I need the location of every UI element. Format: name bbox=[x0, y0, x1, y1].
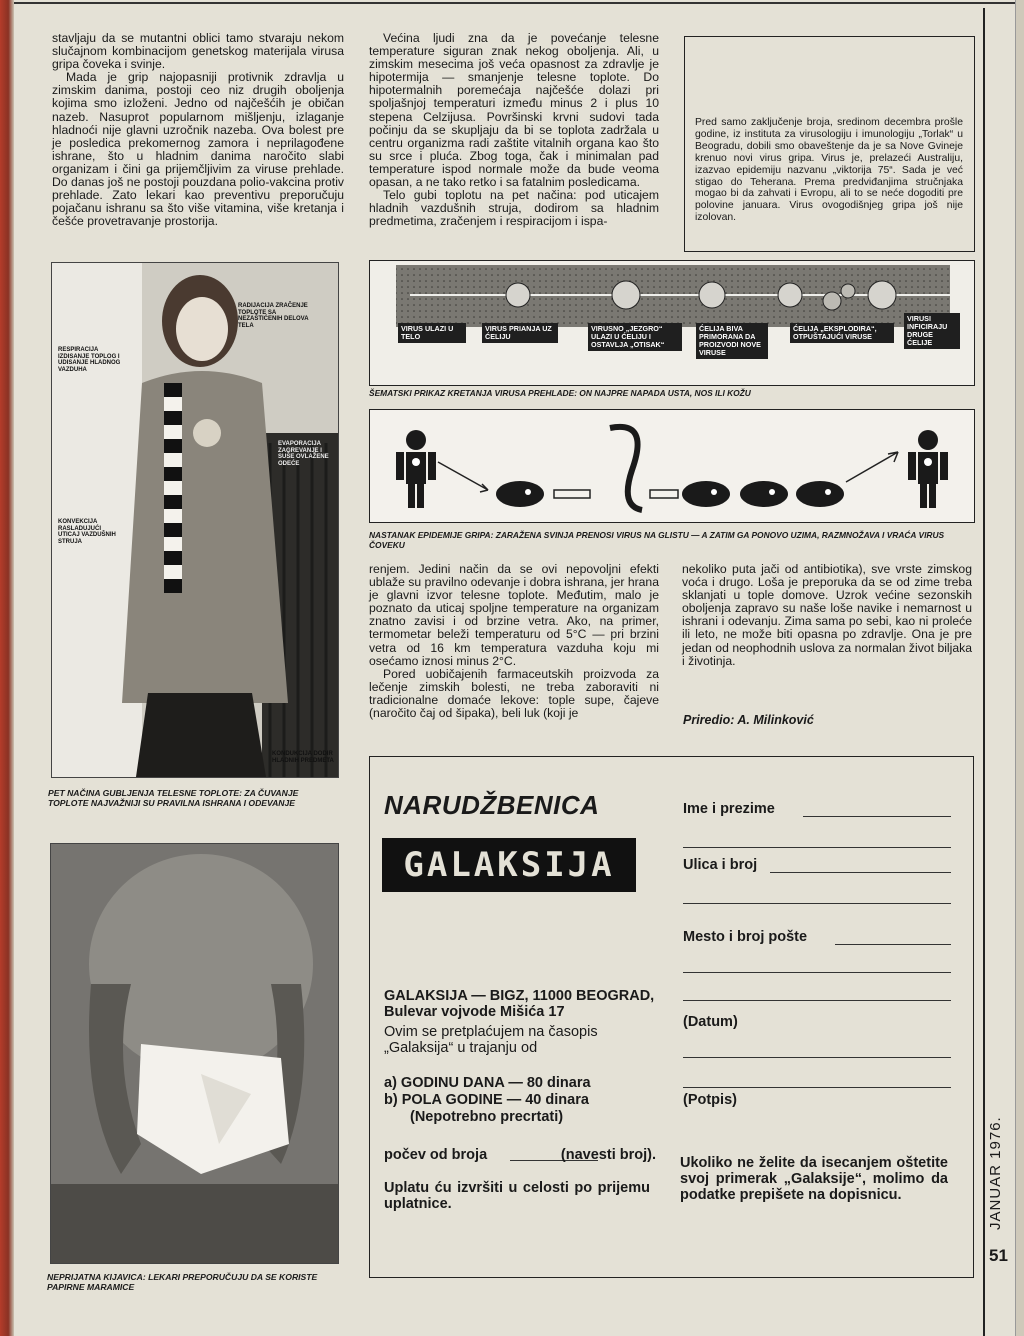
publisher-address: GALAKSIJA — BIGZ, 11000 BEOGRAD, Bulevar vojvode Mišića 17 bbox=[384, 988, 655, 1020]
epidemic-caption: NASTANAK EPIDEMIJE GRIPA: ZARAŽENA SVINJA PRENOSI VIRUS NA GLISTU — A ZATIM GA PONOVO UZIMA, RAZMNOŽAVA I VRAĆA VIRUS ČOVEKU bbox=[369, 530, 945, 550]
sneeze-caption: NEPRIJATNA KIJAVICA: LEKARI PREPORUČUJU DA SE KORISTE PAPIRNE MARAMICE bbox=[47, 1272, 318, 1292]
street-field-line-2[interactable] bbox=[683, 903, 951, 904]
name-field-line[interactable] bbox=[803, 816, 951, 817]
convection-label: KONVEKCIJA RASLADUJUĆI UTICAJ VAZDUŠNIH STRUJA bbox=[58, 519, 116, 545]
article-column-2 bbox=[369, 32, 659, 228]
news-box bbox=[684, 36, 975, 252]
copy-notice: Ukoliko ne želite da isecanjem oštetite svoj primerak „Galaksije“, molimo da podatke prepišete na dopisnicu. bbox=[680, 1155, 948, 1203]
strike-note: (Nepotrebno precrtati) bbox=[410, 1109, 564, 1125]
article-lower-right bbox=[682, 563, 972, 668]
issue-date: JANUAR 1976. bbox=[987, 1116, 1004, 1230]
place-field-line-2[interactable] bbox=[683, 972, 951, 973]
from-issue-label: počev od broja bbox=[384, 1147, 488, 1163]
name-field-line-2[interactable] bbox=[683, 847, 951, 848]
step-virus-attaches: VIRUS PRIANJA UZ ĆELIJU bbox=[482, 323, 558, 343]
paragraph: nekoliko puta jači od antibiotika), sve vrste zimskog voća i drugo. Loša je preporuka da se od zime treba sklanjati u tople domove. Uzrok većine sezonskih oboljenja zapravo su naše loše navike i nemarnost u ishrani i odevanju. Zima sama po sebi, kao ni proleće ili leto, ne može biti opasna po zdravlje. Ona je pre jedan od neophodnih uslova za normalan život bilјaka i životinja. bbox=[682, 562, 972, 668]
signature-label: (Potpis) bbox=[683, 1092, 737, 1108]
step-core-enters: VIRUSNO „JEZGRO“ ULAZI U ĆELIJU I OSTAVLJA „OTISAK“ bbox=[588, 323, 682, 351]
place-label: Mesto i broj pošte bbox=[683, 929, 808, 945]
virus-path-diagram bbox=[369, 260, 975, 386]
paragraph: renjem. Jedini način da se ovi nepovoljni efekti ublaže su pravilno odevanje i dobra ishrana, jer hrana je glavni izvor telesne toplote. Međutim, malo je poznato da uticaj spoljne temperature na organizam znatno zavisi i od brzine vetra. Ako, na primer, termometar beleži temperaturu od 5°C — pri brzini vetra od 16 km temperatura vazduha koju mi osećamo iznosi minus 2°C. bbox=[369, 562, 659, 668]
heat-loss-caption: PET NAČINA GUBLJENJA TELESNE TOPLOTE: ZA ČUVANJE TOPLOTE NAJVAŽNIJI SU PRAVILNA ISHRANA I ODEVANJE bbox=[48, 788, 299, 808]
heat-loss-photo bbox=[51, 262, 339, 778]
date-field-line[interactable] bbox=[683, 1057, 951, 1058]
evaporation-label: EVAPORACIJA ZAGREVANJE I SUŠE OVLAŽENE ODEĆE bbox=[278, 441, 329, 467]
paragraph: Većina ljudi zna da je povećanje telesne temperature siguran znak nekog oboljenja. Ali, u zimskim mesecima još veća opasnost za zdravlje je hipotermija — smanjenje telesne toplote. Do hipotermalnih poremećaja najčešće dolazi pri spoljašnjoj temperaturi između minus 2 i plus 10 stepena Celzijusa. Površinski krvni sudovi tada počinju da se skupljaju da bi se toplota zadržala u centru organizma radi zaštite vitalnih organa kao što su srce i pluća. Zbog toga, čak i minimalan pad temperature ispod normale može da bude veoma opasan, a ne tako retko i sa fatalnim posledicama. bbox=[369, 31, 659, 190]
from-issue-hint: (navesti broj). bbox=[560, 1147, 656, 1163]
page-number: 51 bbox=[989, 1246, 1008, 1265]
step-cell-produces: ĆELIJA BIVA PRIMORANA DA PROIZVODI NOVE VIRUSE bbox=[696, 323, 768, 359]
option-half-year[interactable]: b) POLA GODINE — 40 dinara bbox=[384, 1092, 589, 1108]
paragraph: Pored uobičajenih farmaceutskih proizvoda za lečenje zimskih bolesti, ne treba zaboraviti ni tradicionalne domaće lekove: tople supe, čajeve (naročito čaj od šipaka), beli luk (koji je bbox=[369, 666, 659, 721]
paragraph: Mada je grip najopasniji protivnik zdravlja u zimskim danima, postoji ceo niz drugih oboljenja kojima smo izloženi. Jedno od najčešćih je običan nazeb. Nasuprot popularnom mišljenju, izlaganje hladnoći nije glavni uzročnik nazeba. Ova bolest pre je posledica prekomernog zamora i neprilagođene ishrane, što u hladnim danima naročito slabi organizam i čini ga prijemčljivim za viruse prehlade. Do danas još ne postoji pouzdana polio-vakcina protiv prehlade. Zato lekari kao preventivu preporučuju pojačanu ishranu sa što više vitamina, više kretanja i češće provetravanje prostorija. bbox=[52, 70, 344, 229]
galaksija-logo: GALAKSIJA bbox=[382, 838, 636, 892]
order-form-title: NARUDŽBENICA bbox=[384, 790, 600, 820]
sneezing-child-photo bbox=[50, 843, 339, 1264]
conduction-label: KONDUKCIJA DODIR HLADNIH PREDMETA bbox=[272, 751, 334, 764]
place-field-line-3[interactable] bbox=[683, 1000, 951, 1001]
epidemic-cycle-illustration bbox=[370, 410, 974, 522]
byline: Priredio: A. Milinković bbox=[683, 713, 814, 727]
paragraph: Telo gubi toplotu na pet načina: pod uticajem hladnih vazdušnih struja, dodirom sa hladnim predmetima, zračenjem i respiracijom i ispa- bbox=[369, 188, 659, 229]
subscribe-text: Ovim se pretplaćujem na časopis „Galaksija“ u trajanju od bbox=[384, 1024, 598, 1056]
radiation-label: RADIJACIJA ZRAČENJE TOPLOTE SA NEZAŠTIĆENIH DELOVA TELA bbox=[238, 303, 309, 329]
step-cell-explodes: ĆELIJA „EKSPLODIRA“, OTPUŠTAJUĆI VIRUSE bbox=[790, 323, 894, 343]
virus-path-caption: ŠEMATSKI PRIKAZ KRETANJA VIRUSA PREHLADE: ON NAJPRE NAPADA USTA, NOS ILI KOŽU bbox=[369, 388, 751, 398]
child-figure bbox=[51, 844, 338, 1263]
street-field-line[interactable] bbox=[770, 872, 951, 873]
date-field-line-2[interactable] bbox=[683, 1087, 951, 1088]
street-label: Ulica i broj bbox=[683, 857, 758, 873]
payment-text: Uplatu ću izvršiti u celosti po prijemu uplatnice. bbox=[384, 1180, 650, 1212]
option-year[interactable]: a) GODINU DANA — 80 dinara bbox=[384, 1075, 591, 1091]
date-label: (Datum) bbox=[683, 1014, 738, 1030]
place-field-line[interactable] bbox=[835, 944, 951, 945]
article-lower-middle bbox=[369, 563, 659, 720]
respiration-label: RESPIRACIJA IZDISANJE TOPLOG I UDISANJE HLADNOG VAZDUHA bbox=[58, 347, 121, 373]
paragraph: stavljaju da se mutantni oblici tamo stvaraju nekom slučajnom kombinacijom genetskog materijala virusa gripa čoveka i svinje. bbox=[52, 31, 344, 72]
top-rule bbox=[14, 2, 1024, 4]
right-column-rule bbox=[983, 8, 985, 1336]
article-column-1 bbox=[52, 32, 344, 228]
step-virus-enters: VIRUS ULAZI U TELO bbox=[398, 323, 466, 343]
epidemic-cycle-diagram bbox=[369, 409, 975, 523]
step-infect-others: VIRUSI INFICIRAJU DRUGE ĆELIJE bbox=[904, 313, 960, 349]
news-box-text: Pred samo zaključenje broja, sredinom decembra prošle godine, iz instituta za virusologiju i imunologiju „Torlak“ u Beogradu, dobili smo obaveštenje da je sa Nove Gvineje krenuo novi virus gripa. Virus je, prelazeći Australiju, izazvao epidemiju nazvanu „viktorija 75“. Sada je već stigao do Teherana. Prema predviđanjima stručnjaka mogao bi da zahvati i Evropu, ali to se neće dogoditi pre polovine januara. Virus ovogodišnjeg gripa još nije izolovan. bbox=[695, 117, 963, 224]
page-fold-edge bbox=[1015, 0, 1024, 1336]
page-binding-edge bbox=[0, 0, 14, 1336]
name-label: Ime i prezime bbox=[683, 801, 775, 817]
